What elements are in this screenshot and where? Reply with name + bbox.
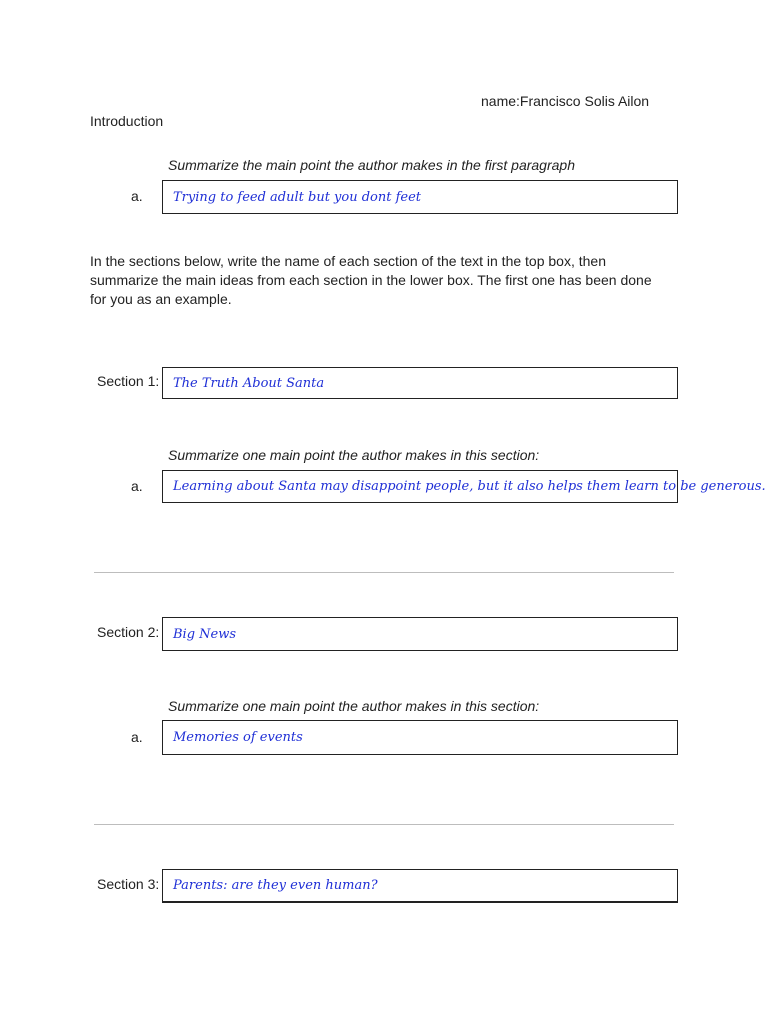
instructions-paragraph: In the sections below, write the name of each section of the text in the top box, then summarize the main ideas from each section in the lower box. The first one has been done for you as an example. [90,253,652,307]
section-1-marker: a. [131,478,143,494]
section-1-label: Section 1: [97,373,160,389]
section-2-marker: a. [131,729,143,745]
intro-answer-box[interactable] [162,180,678,214]
section-divider [94,572,674,573]
section-3-title: Parents: are they even human? [173,878,378,893]
section-2-title: Big News [173,626,237,642]
section-1-title-box[interactable] [162,367,678,399]
section-2-label: Section 2: [97,624,160,640]
section-3-label: Section 3: [97,876,160,892]
intro-prompt: Summarize the main point the author makes in the first paragraph [168,157,575,173]
section-1-answer-box[interactable] [162,470,766,503]
section-1-title: The Truth About Santa [173,375,325,391]
student-name: name:Francisco Solis Ailon [481,93,650,109]
section-divider [94,824,674,825]
intro-marker: a. [131,188,143,204]
section-2-prompt: Summarize one main point the author makes in this section: [168,698,540,714]
section-1-answer: Learning about Santa may disappoint people, but it also helps them learn to be generous. [173,479,766,494]
section-2-answer: Memories of events [173,730,303,745]
intro-answer: Trying to feed adult but you dont feet [173,189,422,205]
section-3-title-box[interactable] [162,869,678,903]
introduction-heading: Introduction [90,113,164,129]
section-2-answer-box[interactable] [162,720,678,755]
section-1-prompt: Summarize one main point the author makes in this section: [168,447,540,463]
section-2-title-box[interactable] [162,617,678,651]
